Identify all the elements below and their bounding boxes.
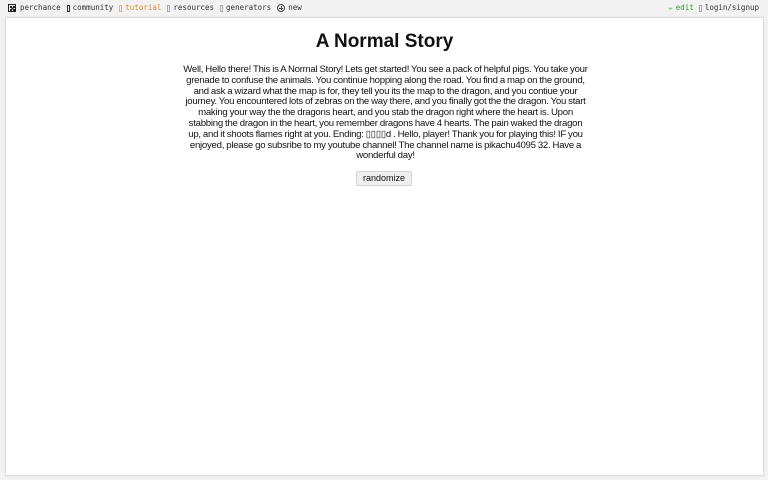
nav-community[interactable] bbox=[67, 2, 114, 14]
nav-label: new bbox=[288, 3, 302, 12]
community-icon bbox=[67, 5, 70, 12]
nav-generators[interactable] bbox=[220, 2, 271, 14]
pencil-icon: ✏ bbox=[668, 4, 673, 12]
nav-left bbox=[8, 2, 302, 14]
nav-edit[interactable] bbox=[669, 2, 694, 14]
nav-perchance[interactable] bbox=[8, 2, 61, 14]
nav-label: generators bbox=[226, 3, 272, 12]
page-title: A Normal Story bbox=[315, 31, 454, 52]
nav-new[interactable] bbox=[277, 2, 302, 14]
user-icon bbox=[699, 5, 702, 12]
nav-label: tutorial bbox=[125, 3, 162, 12]
nav-resources[interactable] bbox=[167, 2, 214, 14]
nav-label: edit bbox=[675, 3, 694, 12]
nav-tutorial[interactable] bbox=[119, 2, 161, 14]
nav-label: login/signup bbox=[704, 3, 759, 12]
nav-label: perchance bbox=[20, 3, 61, 12]
generators-icon bbox=[220, 5, 223, 12]
nav-right bbox=[669, 2, 759, 14]
randomize-button[interactable]: randomize bbox=[356, 171, 412, 186]
nav-label: resources bbox=[173, 3, 215, 12]
story-text: Well, Hello there! This is A Normal Story! Lets get started! You see a pack of helpful pigs. You take your grenade to confuse the animals. You continue hopping along the road. You find a map on the ground, and ask a wizard what the map is for, they tell you its the map to the dragon, and you contiue your journey. You encountered lots of zebras on the way there, and you finally got the the dragon. You start making your way the the dragons heart, and you stab the dragon right where the heart is. Upon stabbing the dragon in the heart, you remember dragons have 4 hearts. The pain waked the dragon up, and it shoots flames right at you. Ending: ▯▯▯▯d . Hello, player! Thank you for playing this! IF you enjoyed, please go subsribe to my youtube channel! The channel name is pikachu4095 32. Have a wonderful day! bbox=[183, 64, 588, 162]
generator-output-panel bbox=[5, 17, 764, 476]
top-nav-bar bbox=[0, 0, 768, 16]
nav-label: community bbox=[72, 3, 114, 12]
tutorial-icon bbox=[119, 5, 122, 12]
dice-icon bbox=[8, 4, 16, 12]
nav-login-signup[interactable] bbox=[699, 2, 759, 14]
plus-circle-icon bbox=[277, 4, 285, 12]
resources-icon bbox=[167, 5, 170, 12]
